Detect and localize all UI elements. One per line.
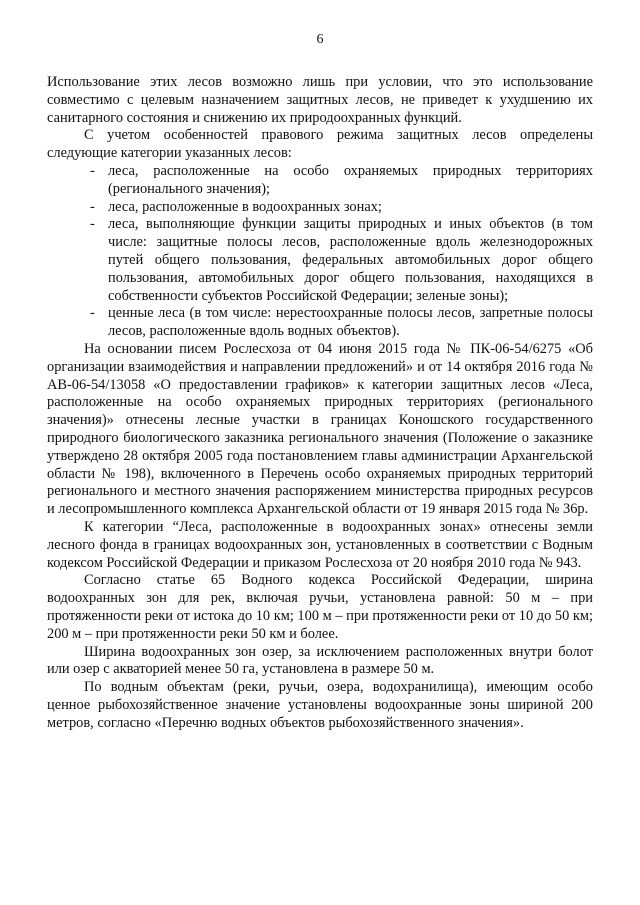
categories-list	[47, 163, 593, 341]
list-item	[47, 216, 593, 305]
paragraph-water-protection-zones: К категории “Леса, расположенные в водоохранных зонах» отнесены земли лесного фонда в границах водоохранных зон, установленных в соответствии с Водным кодексом Российской Федерации и приказом Рослесхоза от 20 ноября 2010 года № 943.	[47, 518, 593, 571]
paragraph-lake-zones: Ширина водоохранных зон озер, за исключением расположенных внутри болот или озер с акваторией менее 50 га, установлена в размере 50 м.	[47, 643, 593, 678]
paragraph-fishery-objects: По водным объектам (реки, ручьи, озера, водохранилища), имеющим особо ценное рыбохозяйственное значение установлены водоохранные зоны шириной 200 метров, согласно «Перечню водных объектов рыбохозяйственного значения».	[47, 679, 593, 731]
paragraph-water-code-article-65: Согласно статье 65 Водного кодекса Российской Федерации, ширина водоохранных зон для рек, включая ручьи, установлена равной: 50 м – при протяженности реки от истока до 10 км; 100 м – при протяженности реки от 10 до 50 км; 200 м – при протяженности реки 50 км и более.	[47, 572, 593, 642]
paragraph-categories-intro: С учетом особенностей правового режима защитных лесов определены следующие категории указанных лесов:	[47, 127, 593, 162]
list-bullet: -	[90, 198, 95, 215]
document-body	[47, 74, 593, 732]
page-number: 6	[316, 32, 324, 47]
list-item	[47, 305, 593, 341]
list-bullet: -	[90, 162, 95, 179]
paragraph-rosleskhoz-letters: На основании писем Рослесхоза от 04 июня 2015 года № ПК-06-54/6275 «Об организации взаимодействия и направлении предложений» и от 14 октября 2016 года № АВ-06-54/13058 «О предоставлении графиков» к категории защитных лесов «Леса, расположенные на особо охраняемых природных территориях (регионального значения)» отнесены лесные участки в границах Коношского государственного природного биологического заказника регионального значения (Положение о заказнике утверждено 28 октября 2005 года постановлением главы администрации Архангельской области № 198), включенного в Перечень особо охраняемых природных территорий регионального и местного значения распоряжением министерства природных ресурсов и лесопромышленного комплекса Архангельской области от 19 января 2015 года № 36р.	[47, 340, 593, 518]
list-item-text: леса, выполняющие функции защиты природных и иных объектов (в том числе: защитные полосы лесов, расположенные вдоль железнодорожных путей общего пользования, федеральных автомобильных дорог общего пользования, автомобильных дорог общего пользования, находящихся в собственности субъектов Российской Федерации; зеленые зоны);	[108, 216, 593, 304]
list-item-text: ценные леса (в том числе: нерестоохранные полосы лесов, запретные полосы лесов, расположенные вдоль водных объектов).	[108, 305, 593, 340]
list-bullet: -	[90, 216, 95, 233]
paragraph-forest-use: Использование этих лесов возможно лишь при условии, что это использование совместимо с целевым назначением защитных лесов, не приведет к ухудшению их санитарного состояния и снижению их природоохранных функций.	[47, 74, 593, 126]
list-item-text: леса, расположенные в водоохранных зонах;	[108, 198, 382, 215]
list-item	[47, 163, 593, 199]
list-bullet: -	[90, 305, 95, 322]
list-item-text: леса, расположенные на особо охраняемых природных территориях (регионального значения);	[108, 162, 593, 197]
list-item	[47, 199, 593, 217]
